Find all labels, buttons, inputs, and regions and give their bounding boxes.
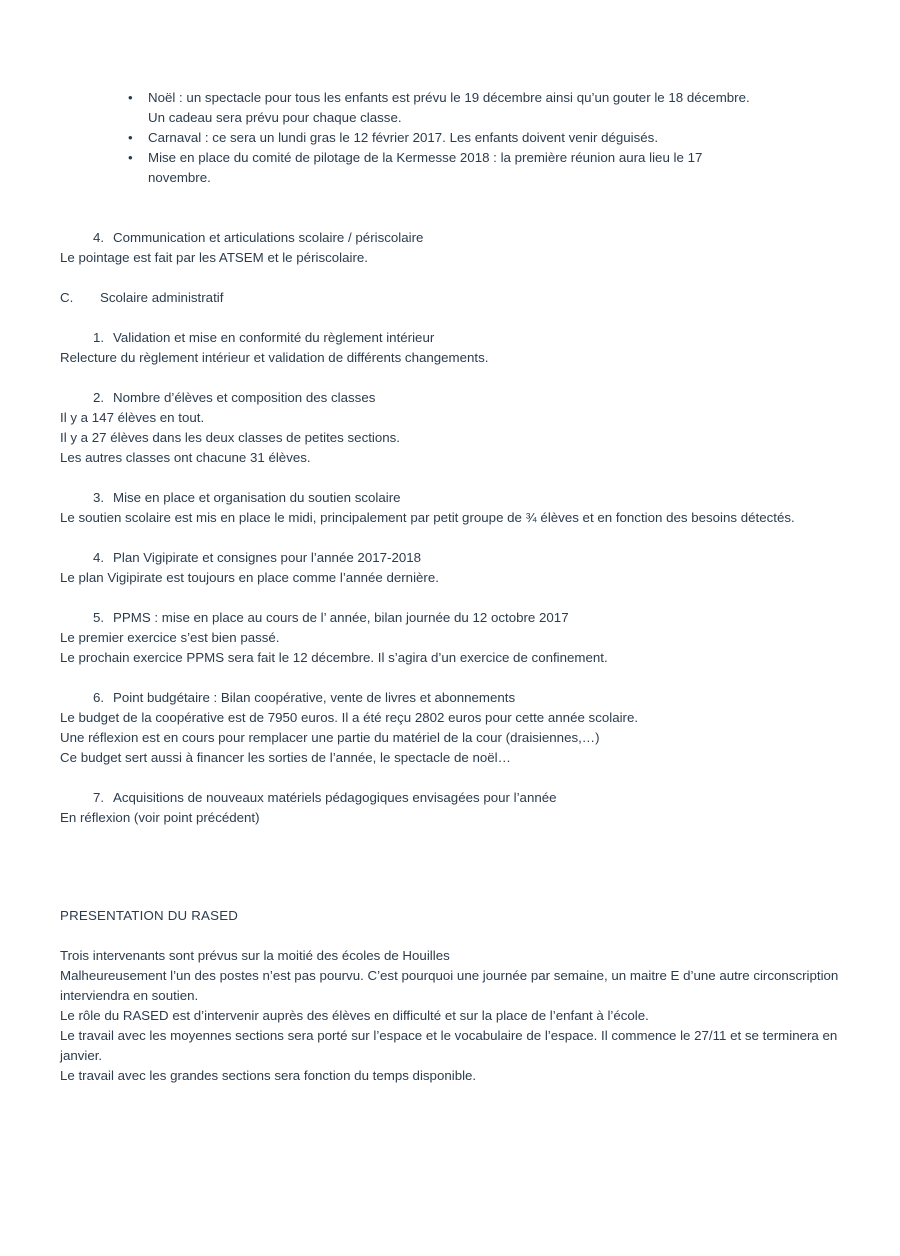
bullet-icon: • <box>128 90 133 105</box>
heading-soutien-scolaire <box>60 488 848 508</box>
text-line: Malheureusement l’un des postes n’est pas pourvu. C’est pourquoi une journée par semaine, un maitre E d’une autre circonscription interviendra en soutien. <box>60 968 839 1003</box>
spacer <box>60 926 848 946</box>
heading-point-budgetaire <box>60 688 848 708</box>
spacer <box>60 188 848 228</box>
text-line: Le budget de la coopérative est de 7950 euros. Il a été reçu 2802 euros pour cette année scolaire. <box>60 710 639 725</box>
spacer <box>60 828 848 886</box>
document-body <box>60 88 848 1086</box>
heading-vigipirate <box>60 548 848 568</box>
heading-text: Nombre d’élèves et composition des classes <box>113 390 376 405</box>
list-number: 7. <box>93 790 105 805</box>
text-line: Il y a 147 élèves en tout. <box>60 410 205 425</box>
text-line: Le plan Vigipirate est toujours en place comme l’année dernière. <box>60 570 439 585</box>
spacer <box>60 528 848 548</box>
heading-text: Scolaire administratif <box>100 290 224 305</box>
heading-reglement-interieur <box>60 328 848 348</box>
text-line: Le prochain exercice PPMS sera fait le 12 décembre. Il s’agira d’un exercice de confinement. <box>60 650 608 665</box>
text-line: Le rôle du RASED est d’intervenir auprès des élèves en difficulté et sur la place de l’enfant à l’école. <box>60 1008 649 1023</box>
spacer <box>60 268 848 288</box>
list-number: 1. <box>93 330 105 345</box>
text-line: Les autres classes ont chacune 31 élèves. <box>60 450 311 465</box>
bullet-line: Carnaval : ce sera un lundi gras le 12 février 2017. Les enfants doivent venir déguisés. <box>148 130 659 145</box>
text-line: Ce budget sert aussi à financer les sorties de l’année, le spectacle de noël… <box>60 750 511 765</box>
bullet-icon: • <box>128 130 133 145</box>
paragraph-nombre-eleves <box>60 408 848 468</box>
list-item <box>60 128 848 148</box>
bullet-line: novembre. <box>148 170 211 185</box>
paragraph-ppms <box>60 628 848 668</box>
bullet-icon: • <box>128 150 133 165</box>
text-line: En réflexion (voir point précédent) <box>60 810 260 825</box>
list-number: 6. <box>93 690 105 705</box>
spacer <box>60 886 848 906</box>
spacer <box>60 668 848 688</box>
heading-text: PPMS : mise en place au cours de l’ année, bilan journée du 12 octobre 2017 <box>113 610 569 625</box>
paragraph-rased-moyennes-sections <box>60 1026 848 1066</box>
paragraph-rased-grandes-sections <box>60 1066 848 1086</box>
text-line: Relecture du règlement intérieur et validation de différents changements. <box>60 350 489 365</box>
heading-text: Point budgétaire : Bilan coopérative, vente de livres et abonnements <box>113 690 516 705</box>
paragraph-communication <box>60 248 848 268</box>
section-letter: C. <box>60 290 74 305</box>
list-item <box>60 88 848 128</box>
heading-communication <box>60 228 848 248</box>
text-line: Le pointage est fait par les ATSEM et le périscolaire. <box>60 250 368 265</box>
text-line: Le travail avec les grandes sections sera fonction du temps disponible. <box>60 1068 477 1083</box>
heading-ppms <box>60 608 848 628</box>
heading-nombre-eleves <box>60 388 848 408</box>
heading-text: Acquisitions de nouveaux matériels pédagogiques envisagées pour l’année <box>113 790 557 805</box>
paragraph-rased-role <box>60 1006 848 1026</box>
list-number: 3. <box>93 490 105 505</box>
bullet-line: Mise en place du comité de pilotage de la Kermesse 2018 : la première réunion aura lieu le 17 <box>148 150 703 165</box>
text-line: Le premier exercice s’est bien passé. <box>60 630 280 645</box>
spacer <box>60 368 848 388</box>
paragraph-acquisitions <box>60 808 848 828</box>
paragraph-rased-postes <box>60 966 848 1006</box>
list-number: 4. <box>93 550 105 565</box>
list-item <box>60 148 848 188</box>
heading-text: Validation et mise en conformité du règlement intérieur <box>113 330 435 345</box>
text-line: Le soutien scolaire est mis en place le midi, principalement par petit groupe de ¾ élèves et en fonction des besoins détectés. <box>60 510 795 525</box>
heading-text: Communication et articulations scolaire / périscolaire <box>113 230 424 245</box>
paragraph-point-budgetaire <box>60 708 848 768</box>
text-line: Il y a 27 élèves dans les deux classes de petites sections. <box>60 430 400 445</box>
text-line: Le travail avec les moyennes sections sera porté sur l’espace et le vocabulaire de l’espace. Il commence le 27/11 et se terminera en janvier. <box>60 1028 838 1063</box>
paragraph-reglement-interieur <box>60 348 848 368</box>
paragraph-vigipirate <box>60 568 848 588</box>
text-line: Trois intervenants sont prévus sur la moitié des écoles de Houilles <box>60 948 450 963</box>
spacer <box>60 308 848 328</box>
bullet-line: Un cadeau sera prévu pour chaque classe. <box>148 110 402 125</box>
list-number: 5. <box>93 610 105 625</box>
paragraph-soutien-scolaire <box>60 508 848 528</box>
bullet-list <box>60 88 848 188</box>
heading-text: Mise en place et organisation du soutien scolaire <box>113 490 401 505</box>
heading-text: Plan Vigipirate et consignes pour l’année 2017-2018 <box>113 550 422 565</box>
list-number: 2. <box>93 390 105 405</box>
spacer <box>60 468 848 488</box>
heading-section-c <box>60 288 848 308</box>
list-number: 4. <box>93 230 105 245</box>
spacer <box>60 768 848 788</box>
paragraph-rased-intervenants <box>60 946 848 966</box>
spacer <box>60 588 848 608</box>
heading-acquisitions <box>60 788 848 808</box>
bullet-line: Noël : un spectacle pour tous les enfants est prévu le 19 décembre ainsi qu’un gouter le 18 décembre. <box>148 90 750 105</box>
text-line: Une réflexion est en cours pour remplacer une partie du matériel de la cour (draisiennes,…) <box>60 730 600 745</box>
page-title-rased: PRESENTATION DU RASED <box>60 908 239 923</box>
